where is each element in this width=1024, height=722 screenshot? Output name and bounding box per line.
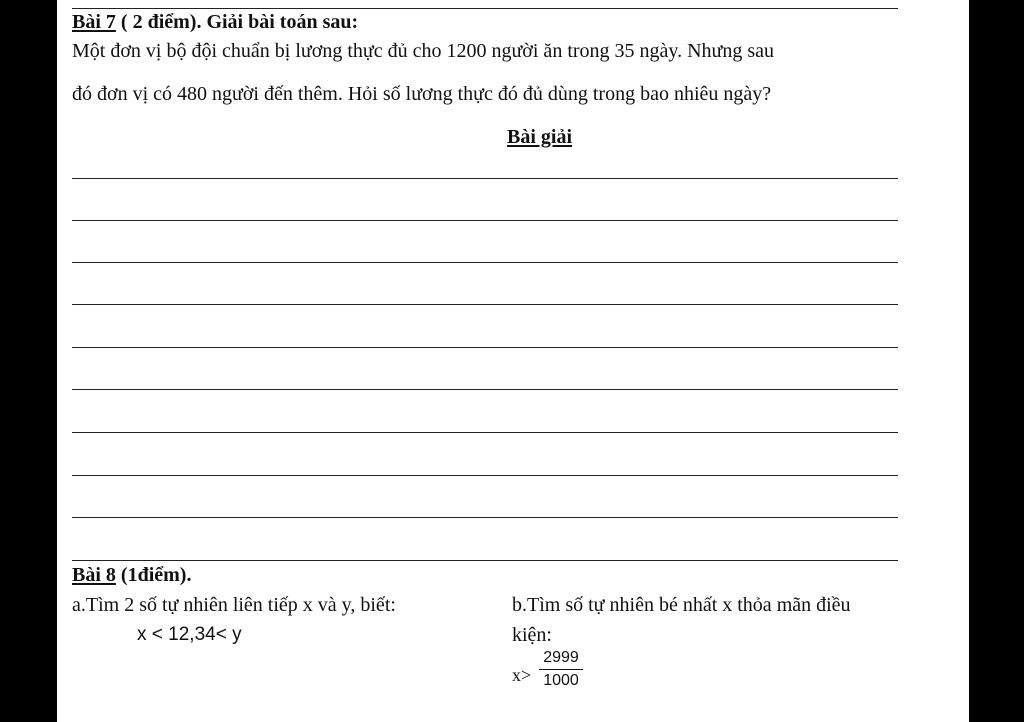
bai8-label: Bài 8	[72, 564, 116, 586]
bai8-fraction	[539, 649, 583, 690]
solution-heading: Bài giải	[507, 126, 573, 148]
bai8-part-b-line-1: b.Tìm số tự nhiên bé nhất x thỏa mãn điều	[512, 594, 851, 616]
bai8-part-a-inequality: x < 12,34< y	[137, 624, 242, 645]
answer-line	[72, 517, 898, 518]
bai8-header	[72, 564, 191, 587]
bai7-problem-line-2: đó đơn vị có 480 người đến thêm. Hỏi số lương thực đó đủ dùng trong bao nhiêu ngày?	[72, 83, 772, 105]
bai8-part-b-variable: x>	[512, 665, 532, 685]
worksheet-page	[57, 0, 969, 722]
answer-line	[72, 220, 898, 221]
bai7-problem-line-1: Một đơn vị bộ đội chuẩn bị lương thực đủ cho 1200 người ăn trong 35 ngày. Nhưng sau	[72, 40, 775, 62]
bai7-label: Bài 7	[72, 11, 116, 33]
answer-line	[72, 304, 898, 305]
bai7-header	[72, 11, 358, 34]
bai7-points: ( 2 điểm). Giải bài toán sau:	[115, 11, 359, 33]
fraction-bar	[539, 669, 583, 670]
answer-line	[72, 432, 898, 433]
fraction-denominator: 1000	[543, 672, 579, 689]
answer-line	[72, 347, 898, 348]
answer-line	[72, 178, 898, 179]
bai8-part-b-line-2: kiện:	[512, 624, 552, 646]
bai8-points: (1điểm).	[115, 564, 192, 586]
answer-line	[72, 475, 898, 476]
bai8-part-a: a.Tìm 2 số tự nhiên liên tiếp x và y, biết:	[72, 594, 396, 616]
answer-line	[72, 560, 898, 561]
answer-line	[72, 389, 898, 390]
answer-line	[72, 262, 898, 263]
fraction-numerator: 2999	[543, 649, 579, 666]
top-rule	[72, 8, 898, 9]
